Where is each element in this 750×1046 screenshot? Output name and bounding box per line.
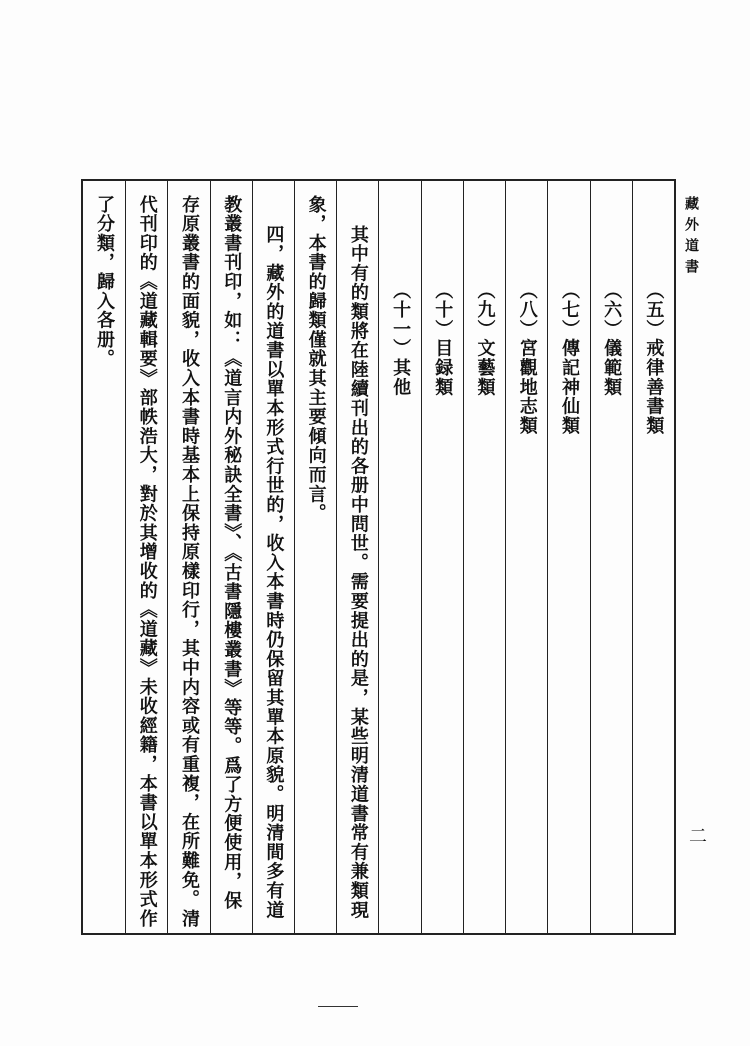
column-item-5 — [632, 181, 674, 933]
column-item-11 — [378, 181, 420, 933]
running-header-book-title: 藏外道書 — [683, 196, 699, 280]
column-item-6 — [590, 181, 632, 933]
paragraph-text: 其中有的類將在陸續刊出的各册中問世。需要提出的是，某些明清道書常有兼類現 — [347, 225, 369, 920]
paragraph-text: 存原叢書的面貌，收入本書時基本上保持原樣印行，其中内容或有重複，在所難免。清 — [178, 195, 200, 929]
page-number: 二 — [686, 826, 707, 844]
category-item: （五）戒律善書類 — [643, 281, 665, 436]
category-item: （十）目録類 — [432, 281, 454, 397]
text-frame — [81, 179, 676, 935]
paragraph-column — [125, 181, 167, 933]
footer-rule — [318, 1006, 358, 1007]
column-item-10 — [421, 181, 463, 933]
column-item-7 — [547, 181, 589, 933]
category-item: （九）文藝類 — [474, 281, 496, 397]
paragraph-text: 教叢書刊印，如：《道言内外秘訣全書》、《古書隱樓叢書》等等。爲了方便使用，保 — [221, 195, 243, 911]
paragraph-text: 了分類，歸入各册。 — [94, 195, 116, 369]
column-item-8 — [505, 181, 547, 933]
column-item-9 — [463, 181, 505, 933]
paragraph-column — [294, 181, 336, 933]
category-item: （六）儀範類 — [601, 281, 623, 397]
category-item: （七）傳記神仙類 — [558, 281, 580, 436]
paragraph-text: 四，藏外的道書以單本形式行世的，收入本書時仍保留其單本原貌。明清間多有道 — [263, 225, 285, 920]
paragraph-column — [167, 181, 209, 933]
category-item: （十一）其他 — [390, 281, 412, 397]
paragraph-column — [336, 181, 378, 933]
paragraph-text: 代刊印的《道藏輯要》部帙浩大，對於其增收的《道藏》未收經籍，本書以單本形式作 — [136, 195, 158, 929]
paragraph-text: 象，本書的歸類僅就其主要傾向而言。 — [305, 195, 327, 524]
paragraph-column — [83, 181, 125, 933]
paragraph-column — [210, 181, 252, 933]
category-item: （八）宮觀地志類 — [516, 281, 538, 436]
paragraph-column — [252, 181, 294, 933]
